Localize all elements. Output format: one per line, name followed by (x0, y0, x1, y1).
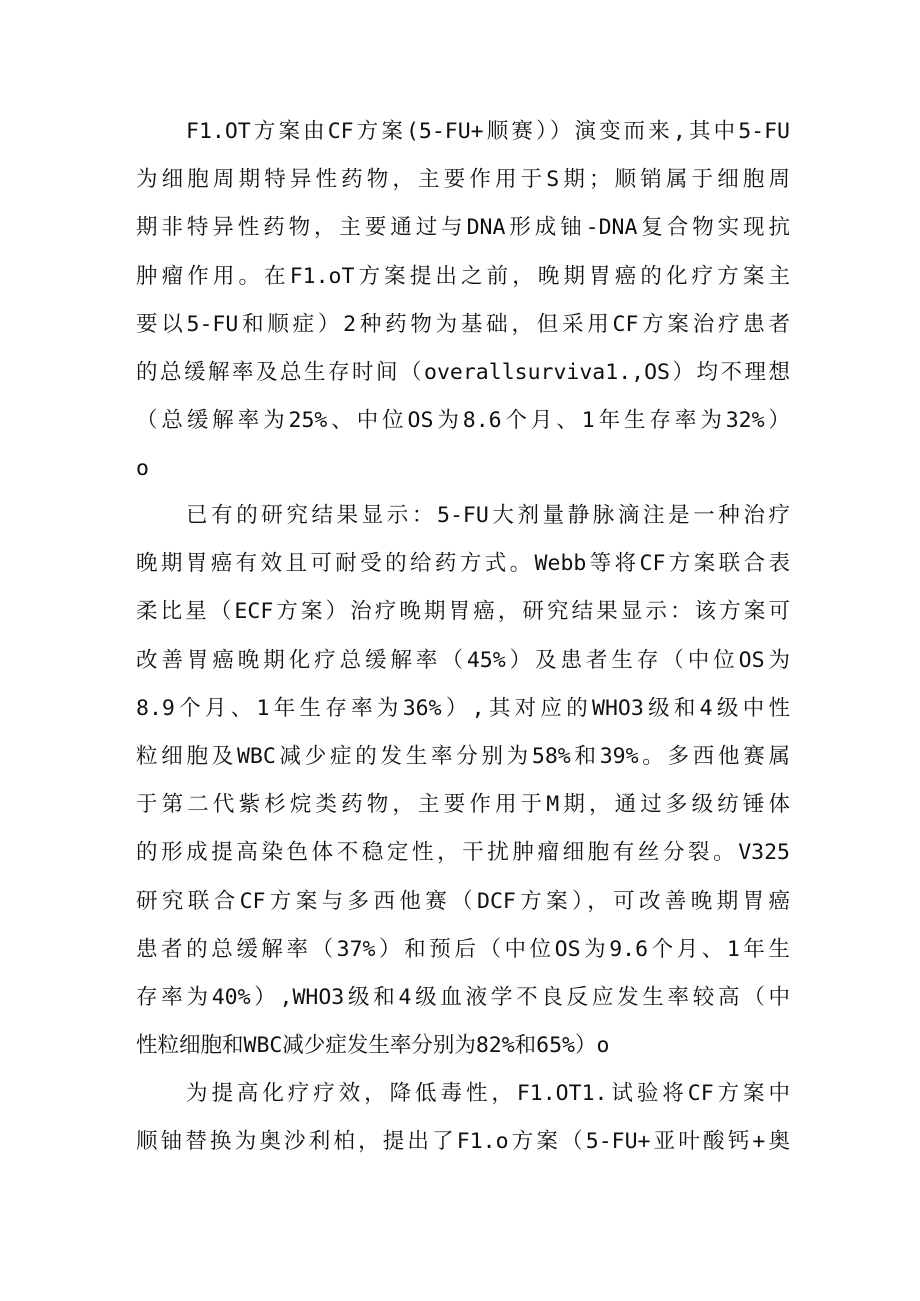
paragraph-line: 已有的研究结果显示：5-FU大剂量静脉滴注是一种治疗 (186, 503, 790, 528)
paragraph-line: 患者的总缓解率（37%）和预后（中位OS为9.6个月、1年生 (136, 936, 790, 962)
paragraph-line: 存率为40%）,WHO3级和4级血液学不良反应发生率较高（中 (136, 984, 790, 1010)
paragraph-line: 粒细胞及WBC减少症的发生率分别为58%和39%。多西他赛属 (136, 743, 790, 769)
paragraph-2 (136, 492, 790, 1070)
paragraph-line: 性粒细胞和WBC减少症发生率分别为82%和65%）o (136, 1033, 610, 1059)
paragraph-line: F1.OT方案由CF方案(5-FU+顺赛））演变而来,其中5-FU (186, 119, 790, 144)
paragraph-line: 8.9个月、1年生存率为36%）,其对应的WHO3级和4级中性 (136, 695, 790, 721)
paragraph-line: 的形成提高染色体不稳定性，干扰肿瘤细胞有丝分裂。V325 (136, 840, 790, 866)
paragraph-line: 顺铀替换为奥沙利柏，提出了F1.o方案（5-FU+亚叶酸钙+奥 (136, 1129, 790, 1155)
paragraph-line: 期非特异性药物，主要通过与DNA形成铀-DNA复合物实现抗 (136, 215, 790, 241)
paragraph-line: o (136, 456, 149, 482)
paragraph-1 (136, 108, 790, 494)
paragraph-line: 于第二代紫杉烷类药物，主要作用于M期，通过多级纺锤体 (136, 792, 790, 818)
paragraph-line: 晚期胃癌有效且可耐受的给药方式。Webb等将CF方案联合表 (136, 551, 790, 577)
paragraph-line: 为细胞周期特异性药物，主要作用于S期；顺销属于细胞周 (136, 167, 790, 193)
paragraph-line: 改善胃癌晚期化疗总缓解率（45%）及患者生存（中位OS为 (136, 647, 790, 673)
paragraph-line: 为提高化疗疗效，降低毒性，F1.OT1.试验将CF方案中 (186, 1081, 790, 1106)
paragraph-3 (136, 1070, 790, 1166)
paragraph-line: （总缓解率为25%、中位OS为8.6个月、1年生存率为32%） (136, 408, 790, 434)
paragraph-line: 要以5-FU和顺症）2种药物为基础，但采用CF方案治疗患者 (136, 311, 790, 337)
paragraph-line: 柔比星（ECF方案）治疗晚期胃癌，研究结果显示：该方案可 (136, 599, 790, 625)
paragraph-line: 肿瘤作用。在F1.oT方案提出之前，晚期胃癌的化疗方案主 (136, 263, 790, 289)
paragraph-line: 的总缓解率及总生存时间（overallsurviva1.,OS）均不理想 (136, 359, 790, 385)
paragraph-line: 研究联合CF方案与多西他赛（DCF方案），可改善晚期胃癌 (136, 888, 790, 914)
